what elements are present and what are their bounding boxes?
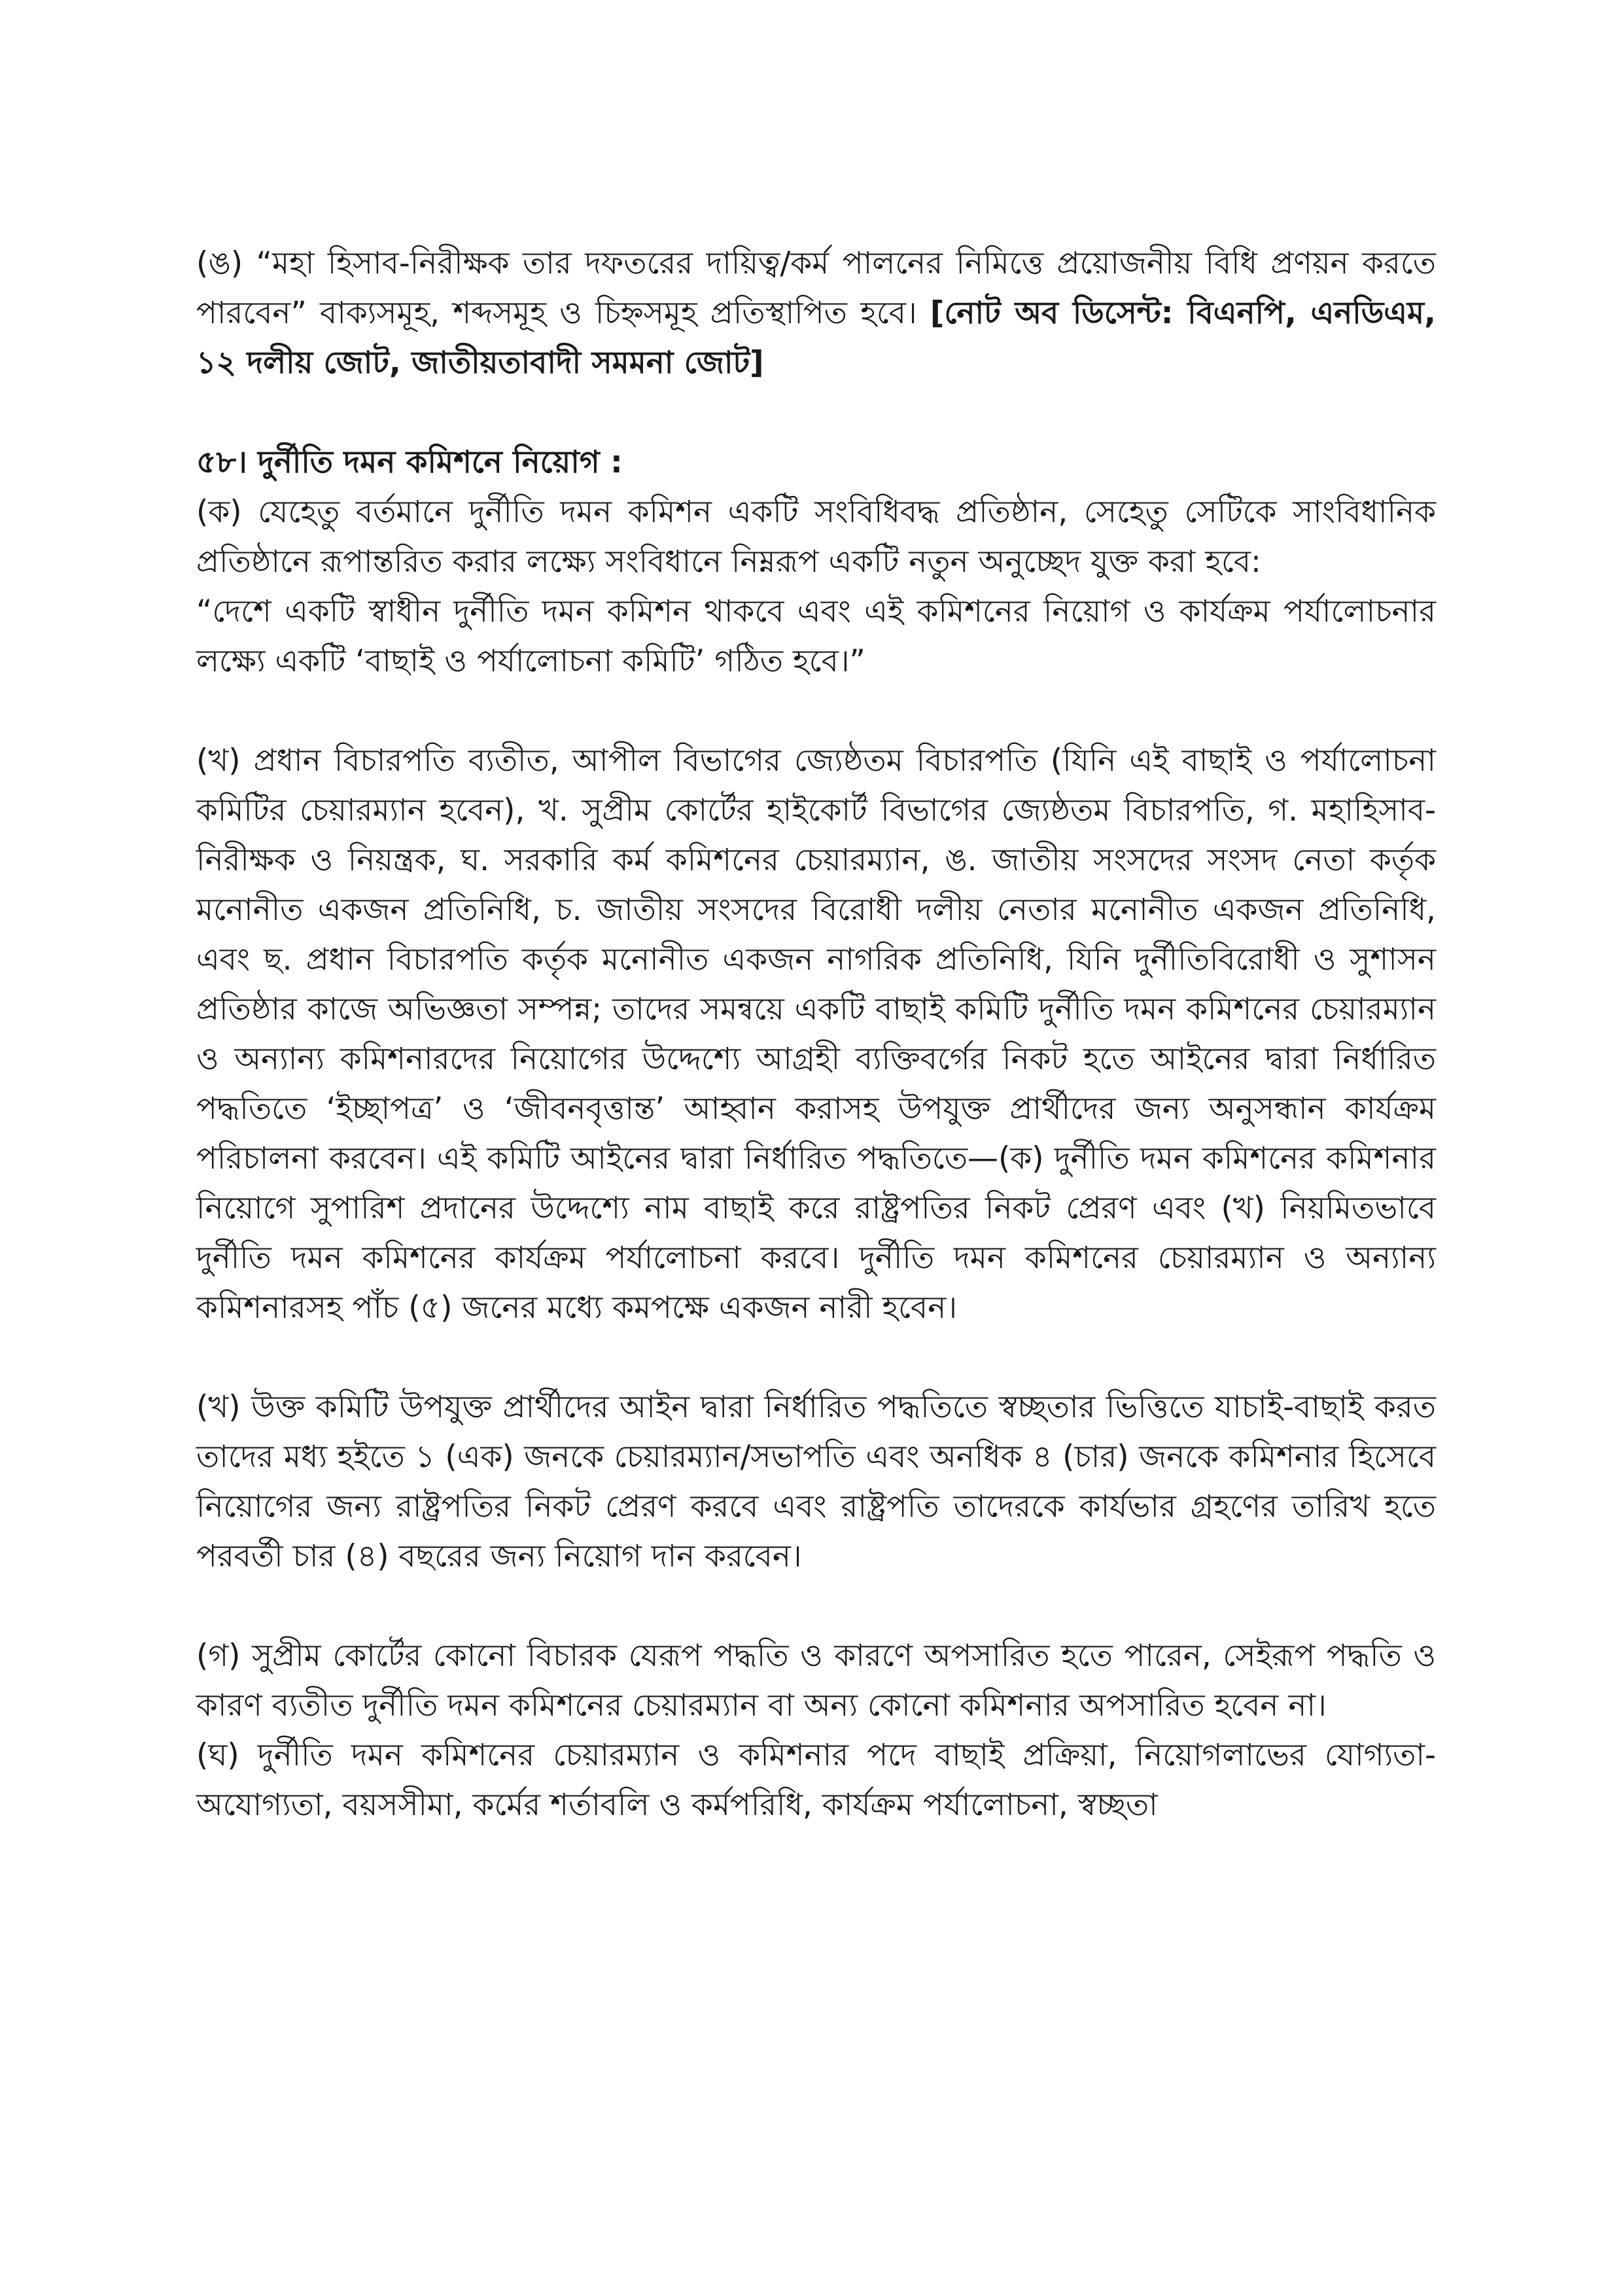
intro-text: (ঙ) “মহা হিসাব-নিরীক্ষক তার দফতরের দায়িত্ব/কর্ম পালনের নিমিত্তে প্রয়োজনীয় বিধি প্রণয়ন করতে পারবেন” বাক্যসমূহ, শব্দসমূহ ও চিহ্নসমূহ প্রতিস্থাপিত হবে। (196, 245, 1436, 331)
paragraph-ga: (গ) সুপ্রীম কোর্টের কোনো বিচারক যেরূপ পদ্ধতি ও কারণে অপসারিত হতে পারেন, সেইরূপ পদ্ধতি ও কারণ ব্যতীত দুর্নীতি দমন কমিশনের চেয়ারম্যান বা অন্য কোনো কমিশনার অপসারিত হবেন না। (196, 1638, 1436, 1723)
spacer (196, 1581, 1436, 1631)
section-heading: ৫৮। দুর্নীতি দমন কমিশনে নিয়োগ : (196, 444, 623, 480)
spacer (196, 1333, 1436, 1383)
spacer (196, 686, 1436, 736)
note-of-dissent: [নোট অব ডিসেন্ট: বিএনপি, এনডিএম, ১২ দলীয় জোট, জাতীয়তাবাদী সমমনা জোট] (196, 295, 1436, 381)
quoted-article: “দেশে একটি স্বাধীন দুর্নীতি দমন কমিশন থাকবে এবং এই কমিশনের নিয়োগ ও কার্যক্রম পর্যালোচনার লক্ষ্যে একটি ‘বাছাই ও পর্যালোচনা কমিটি’ গঠিত হবে।” (196, 593, 1436, 679)
paragraph-kha-selection: (খ) উক্ত কমিটি উপযুক্ত প্রার্থীদের আইন দ্বারা নির্ধারিত পদ্ধতিতে স্বচ্ছতার ভিত্তিতে যাচাই-বাছাই করত তাদের মধ্য হইতে ১ (এক) জনকে চেয়ারম্যান/সভাপতি এবং অনধিক ৪ (চার) জনকে কমিশনার হিসেবে নিয়োগের জন্য রাষ্ট্রপতির নিকট প্রেরণ করবে এবং রাষ্ট্রপতি তাদেরকে কার্যভার গ্রহণের তারিখ হতে পরবর্তী চার (৪) বছরের জন্য নিয়োগ দান করবেন। (196, 1389, 1436, 1574)
paragraph-ka: (ক) যেহেতু বর্তমানে দুর্নীতি দমন কমিশন একটি সংবিধিবদ্ধ প্রতিষ্ঠান, সেহেতু সেটিকে সাংবিধানিক প্রতিষ্ঠানে রূপান্তরিত করার লক্ষ্যে সংবিধানে নিম্নরূপ একটি নতুন অনুচ্ছেদ যুক্ত করা হবে: (196, 494, 1436, 580)
intro-paragraph (196, 239, 1436, 388)
paragraph-gha: (ঘ) দুর্নীতি দমন কমিশনের চেয়ারম্যান ও কমিশনার পদে বাছাই প্রক্রিয়া, নিয়োগলাভের যোগ্যতা-অযোগ্যতা, বয়সসীমা, কর্মের শর্তাবলি ও কর্মপরিধি, কার্যক্রম পর্যালোচনা, স্বচ্ছতা (196, 1737, 1436, 1823)
document-page (196, 239, 1436, 1830)
paragraph-kha-committee: (খ) প্রধান বিচারপতি ব্যতীত, আপীল বিভাগের জ্যেষ্ঠতম বিচারপতি (যিনি এই বাছাই ও পর্যালোচনা কমিটির চেয়ারম্যান হবেন), খ. সুপ্রীম কোর্টের হাইকোর্ট বিভাগের জ্যেষ্ঠতম বিচারপতি, গ. মহাহিসাব-নিরীক্ষক ও নিয়ন্ত্রক, ঘ. সরকারি কর্ম কমিশনের চেয়ারম্যান, ঙ. জাতীয় সংসদের সংসদ নেতা কর্তৃক মনোনীত একজন প্রতিনিধি, চ. জাতীয় সংসদের বিরোধী দলীয় নেতার মনোনীত একজন প্রতিনিধি, এবং ছ. প্রধান বিচারপতি কর্তৃক মনোনীত একজন নাগরিক প্রতিনিধি, যিনি দুর্নীতিবিরোধী ও সুশাসন প্রতিষ্ঠার কাজে অভিজ্ঞতা সম্পন্ন; তাদের সমন্বয়ে একটি বাছাই কমিটি দুর্নীতি দমন কমিশনের চেয়ারম্যান ও অন্যান্য কমিশনারদের নিয়োগের উদ্দেশ্যে আগ্রহী ব্যক্তিবর্গের নিকট হতে আইনের দ্বারা নির্ধারিত পদ্ধতিতে ‘ইচ্ছাপত্র’ ও ‘জীবনবৃত্তান্ত’ আহ্বান করাসহ উপযুক্ত প্রার্থীদের জন্য অনুসন্ধান কার্যক্রম পরিচালনা করবেন। এই কমিটি আইনের দ্বারা নির্ধারিত পদ্ধতিতে—(ক) দুর্নীতি দমন কমিশনের কমিশনার নিয়োগে সুপারিশ প্রদানের উদ্দেশ্যে নাম বাছাই করে রাষ্ট্রপতির নিকট প্রেরণ এবং (খ) নিয়মিতভাবে দুর্নীতি দমন কমিশনের কার্যক্রম পর্যালোচনা করবে। দুর্নীতি দমন কমিশনের চেয়ারম্যান ও অন্যান্য কমিশনারসহ পাঁচ (৫) জনের মধ্যে কমপক্ষে একজন নারী হবেন। (196, 743, 1436, 1326)
spacer (196, 388, 1436, 438)
